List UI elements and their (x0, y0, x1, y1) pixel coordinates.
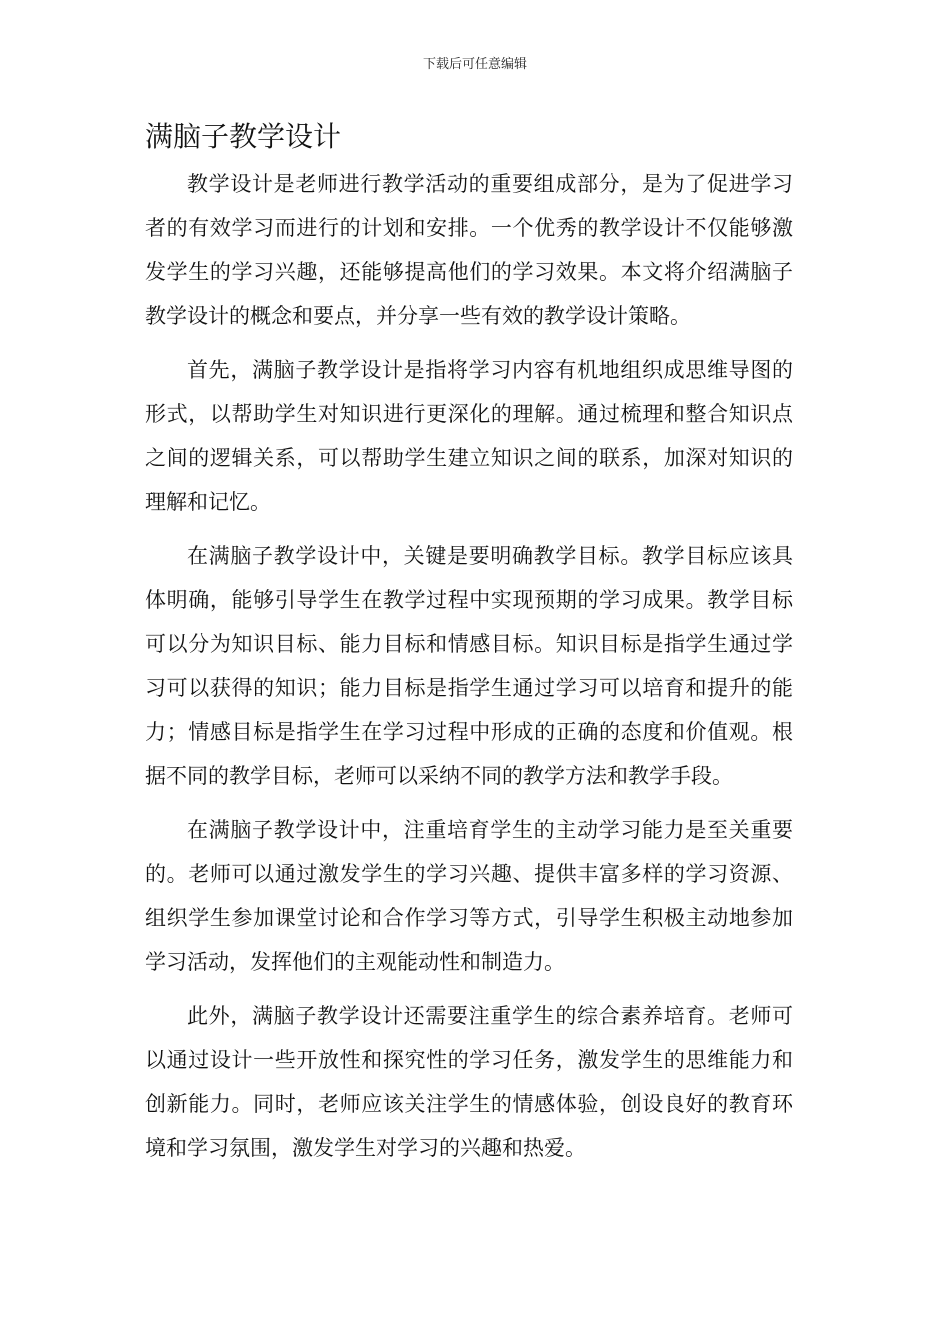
document-body (145, 162, 793, 1180)
page-header-note: 下载后可任意编辑 (422, 57, 527, 72)
paragraph-intro: 教学设计是老师进行教学活动的重要组成部分，是为了促进学习者的有效学习而进行的计划和安排。一个优秀的教学设计不仅能够激发学生的学习兴趣，还能够提高他们的学习效果。本文将介绍满脑子教学设计的概念和要点，并分享一些有效的教学设计策略。 (145, 172, 793, 328)
document-title: 满脑子教学设计 (145, 120, 342, 153)
paragraph-goals: 在满脑子教学设计中，关键是要明确教学目标。教学目标应该具体明确，能够引导学生在教学过程中实现预期的学习成果。教学目标可以分为知识目标、能力目标和情感目标。知识目标是指学生通过学习可以获得的知识；能力目标是指学生通过学习可以培育和提升的能力；情感目标是指学生在学习过程中形成的正确的态度和价值观。根据不同的教学目标，老师可以采纳不同的教学方法和教学手段。 (145, 544, 793, 788)
paragraph-concept: 首先，满脑子教学设计是指将学习内容有机地组织成思维导图的形式，以帮助学生对知识进行更深化的理解。通过梳理和整合知识点之间的逻辑关系，可以帮助学生建立知识之间的联系，加深对知识的理解和记忆。 (145, 358, 793, 514)
paragraph-literacy: 此外，满脑子教学设计还需要注重学生的综合素养培育。老师可以通过设计一些开放性和探究性的学习任务，激发学生的思维能力和创新能力。同时，老师应该关注学生的情感体验，创设良好的教育环境和学习氛围，激发学生对学习的兴趣和热爱。 (145, 1004, 793, 1160)
paragraph-active-learning: 在满脑子教学设计中，注重培育学生的主动学习能力是至关重要的。老师可以通过激发学生的学习兴趣、提供丰富多样的学习资源、组织学生参加课堂讨论和合作学习等方式，引导学生积极主动地参加学习活动，发挥他们的主观能动性和制造力。 (145, 818, 793, 974)
